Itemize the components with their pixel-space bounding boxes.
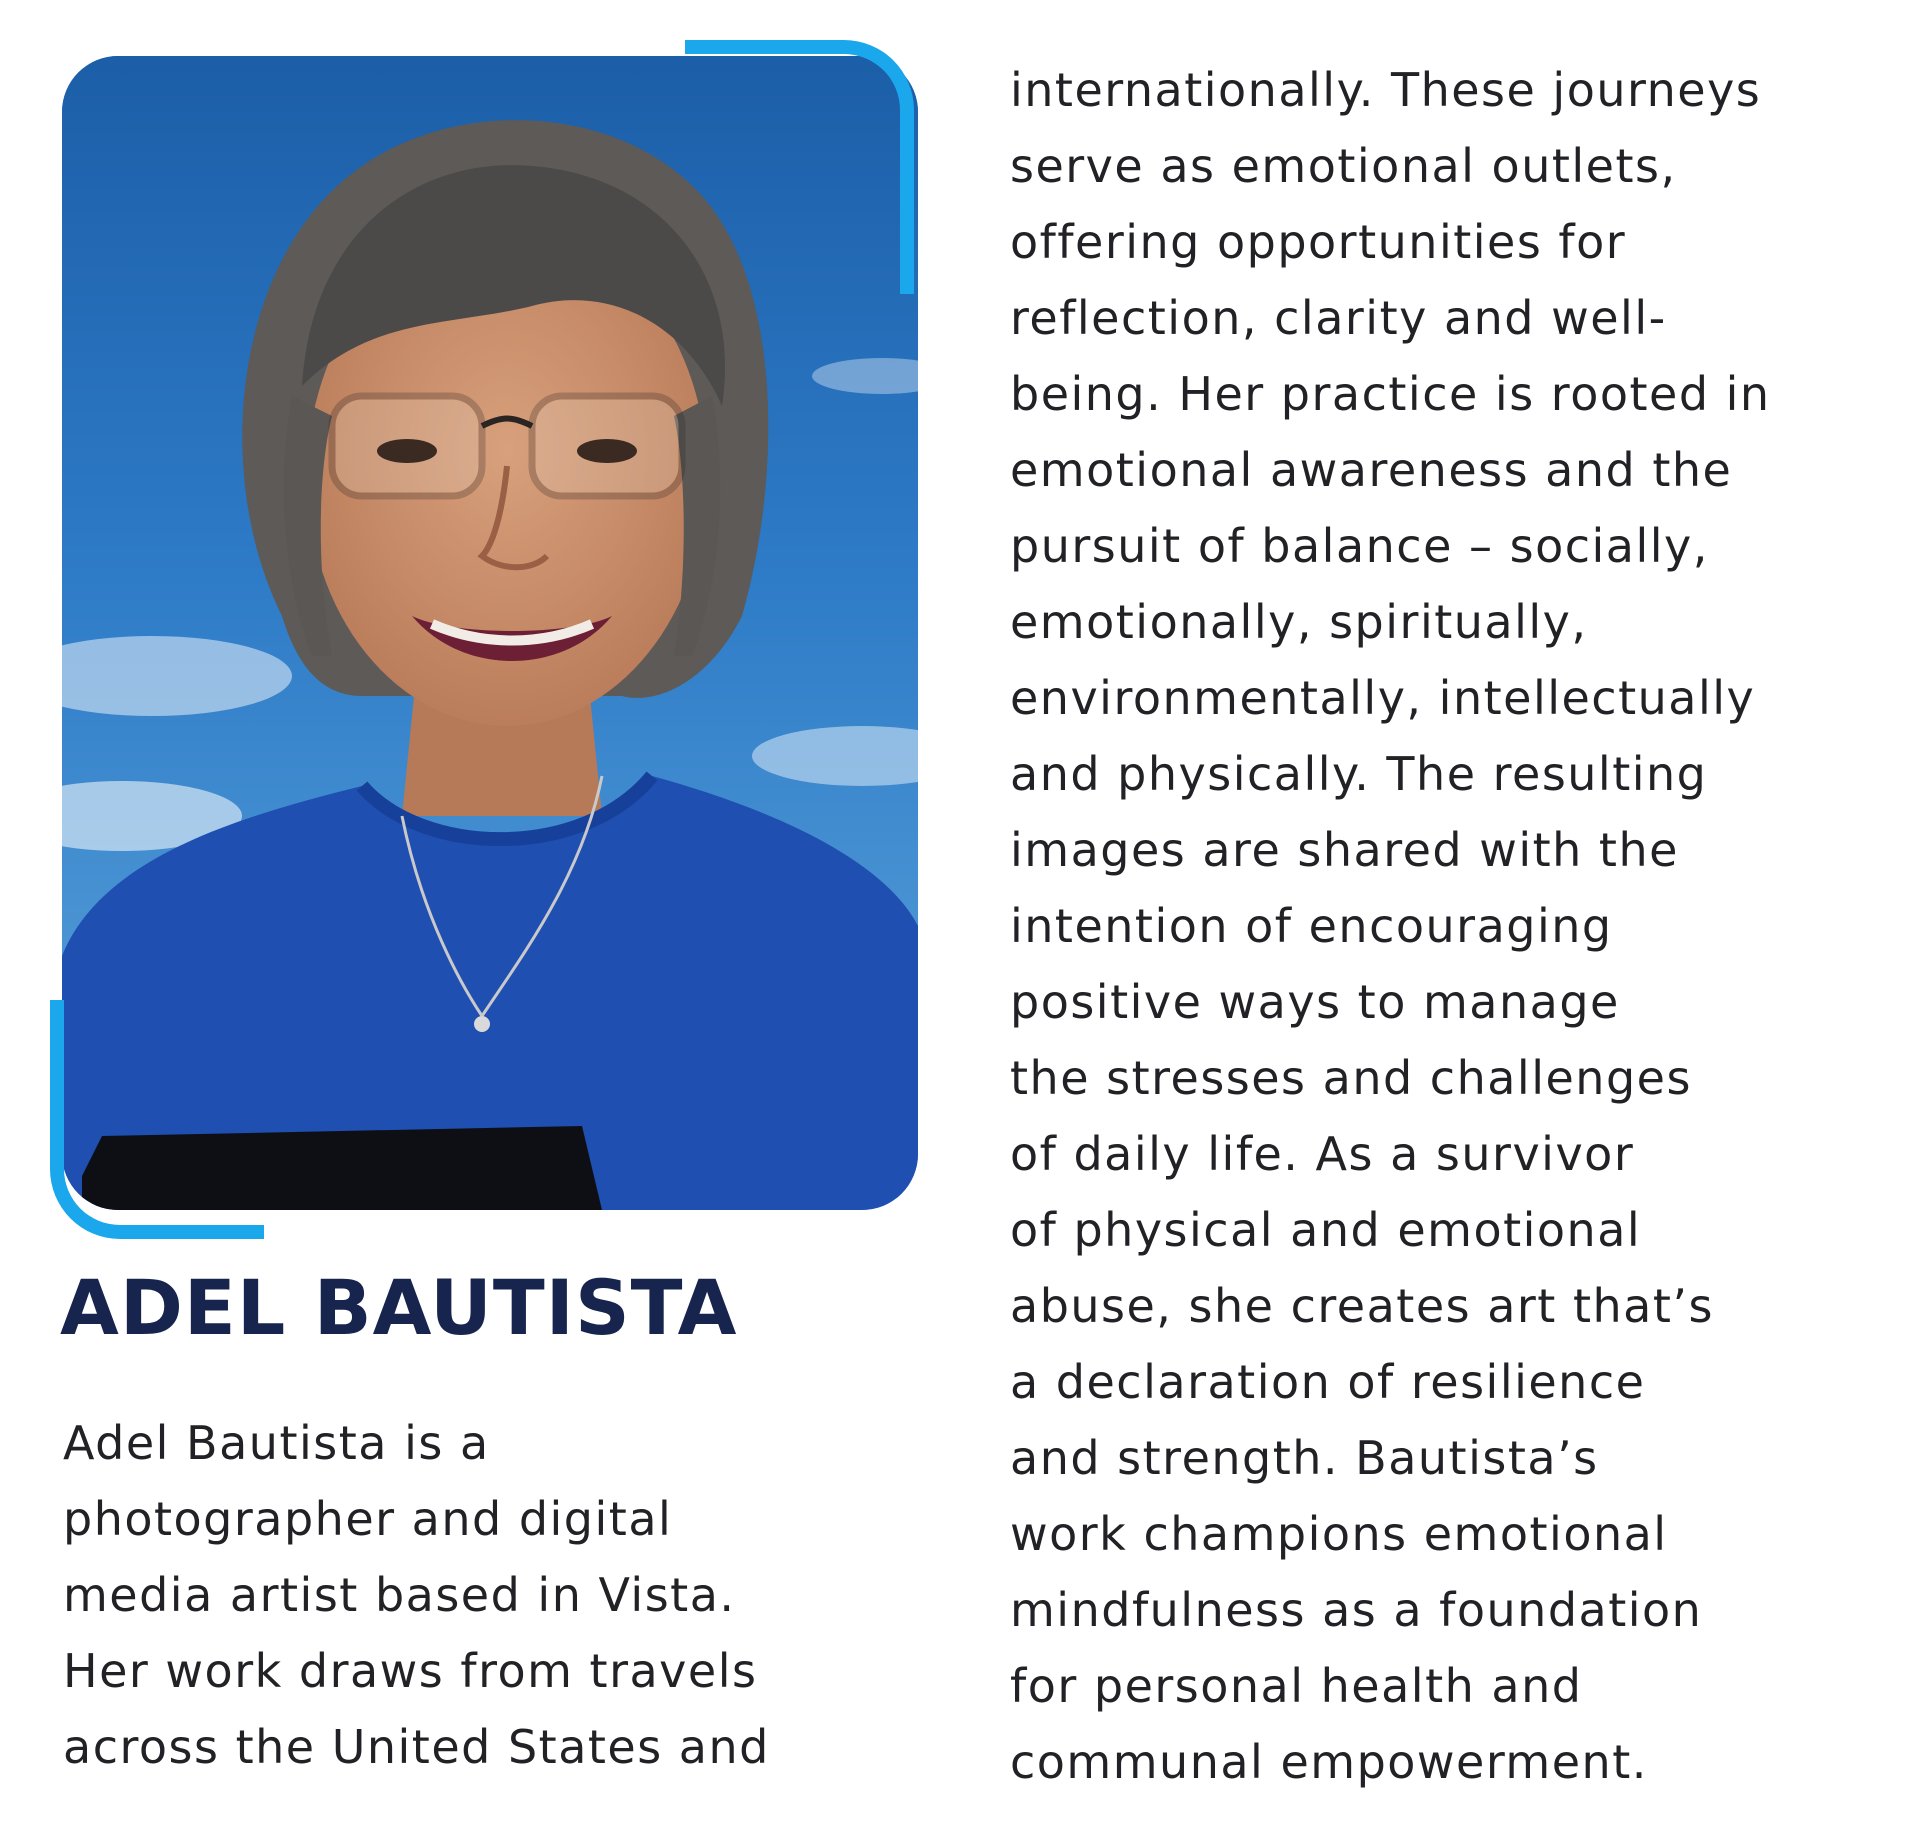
bio-line: internationally. These journeys [1010,63,1762,117]
bio-line: abuse, she creates art that’s [1010,1279,1714,1333]
bio-line: of physical and emotional [1010,1203,1642,1257]
bio-line: intention of encouraging [1010,899,1613,953]
bio-line: a declaration of resilience [1010,1355,1646,1409]
bio-line: offering opportunities for [1010,215,1627,269]
bio-line: serve as emotional outlets, [1010,139,1677,193]
bio-line: positive ways to manage [1010,975,1620,1029]
bio-line: Adel Bautista is a [63,1416,490,1470]
portrait-frame [50,40,930,1225]
bio-line: reflection, clarity and well- [1010,291,1667,345]
bio-line: emotionally, spiritually, [1010,595,1588,649]
accent-corner-bottom-left [50,1000,264,1239]
bio-column-left [63,1405,770,1785]
bio-line: environmentally, intellectually [1010,671,1756,725]
artist-name-heading: ADEL BAUTISTA [60,1263,738,1352]
bio-column-right [1010,52,1771,1800]
accent-corner-top-right [685,40,914,294]
bio-line: Her work draws from travels [63,1644,758,1698]
bio-line: the stresses and challenges [1010,1051,1692,1105]
bio-line: photographer and digital [63,1492,673,1546]
bio-line: communal empowerment. [1010,1735,1648,1789]
bio-line: and physically. The resulting [1010,747,1708,801]
bio-line: of daily life. As a survivor [1010,1127,1635,1181]
bio-line: being. Her practice is rooted in [1010,367,1771,421]
bio-line: pursuit of balance – socially, [1010,519,1709,573]
bio-line: media artist based in Vista. [63,1568,736,1622]
bio-line: mindfulness as a foundation [1010,1583,1703,1637]
bio-line: across the United States and [63,1720,770,1774]
bio-line: and strength. Bautista’s [1010,1431,1599,1485]
bio-line: for personal health and [1010,1659,1583,1713]
bio-line: work champions emotional [1010,1507,1668,1561]
bio-line: emotional awareness and the [1010,443,1733,497]
bio-line: images are shared with the [1010,823,1679,877]
